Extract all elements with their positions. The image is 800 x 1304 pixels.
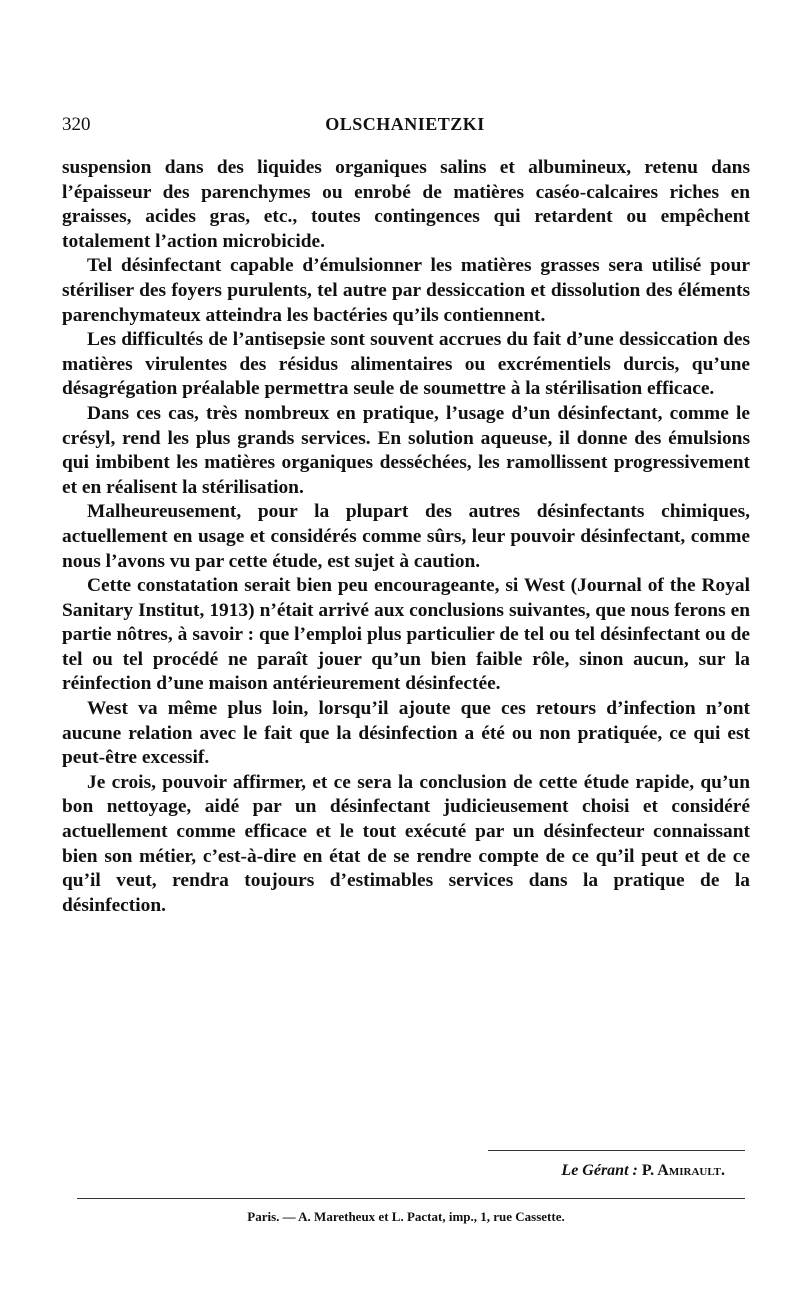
paragraph: Tel désinfectant capable d’émulsionner les matières grasses sera utilisé pour stériliser des foyers purulents, tel autre par dessiccation et dissolution des éléments parenchymateux atteindra les bactéries qu’ils contiennent. — [62, 255, 750, 326]
paragraph: Malheureusement, pour la plupart des autres désinfectants chimiques, actuellement en usage et considérés comme sûrs, leur pouvoir désinfectant, comme nous l’avons vu par cette étude, est sujet à caution. — [62, 501, 750, 572]
body-text — [62, 156, 750, 918]
signature-rule — [488, 1150, 745, 1151]
imprint-rule — [77, 1198, 745, 1199]
page-number: 320 — [62, 114, 91, 135]
page-header — [62, 114, 748, 140]
running-head: OLSCHANIETZKI — [325, 114, 485, 134]
paragraph: Cette constatation serait bien peu encourageante, si West (Journal of the Royal Sanitary Institut, 1913) n’était arrivé aux conclusions suivantes, que nous ferons en partie nôtres, à savoir : que l’emploi plus particulier de tel ou tel désinfectant ou de tel ou tel procédé ne paraît jouer qu’un bien faible rôle, sinon aucun, sur la réinfection d’une maison antérieurement désinfectée. — [62, 575, 750, 695]
paragraph: suspension dans des liquides organiques salins et albumineux, retenu dans l’épaisseur des parenchymes ou enrobé de matières caséo-calcaires riches en graisses, acides gras, etc., toutes contingences qui retardent ou empêchent totalement l’action microbicide. — [62, 157, 750, 252]
paragraph: Je crois, pouvoir affirmer, et ce sera la conclusion de cette étude rapide, qu’un bon nettoyage, aidé par un désinfectant judicieusement choisi et considéré actuellement comme efficace et le tout exécuté par un désinfecteur connaissant bien son métier, c’est-à-dire en état de se rendre compte de ce qu’il peut et de ce qu’il veut, rendra toujours d’estimables services dans la pratique de la désinfection. — [62, 771, 750, 916]
paragraph: Dans ces cas, très nombreux en pratique, l’usage d’un désinfectant, comme le crésyl, rend les plus grands services. En solution aqueuse, il donne des émulsions qui imbibent les matières organiques desséchées, les ramollissent progressivement et en réalisent la stérilisation. — [62, 402, 750, 498]
signature-label: Le Gérant : — [561, 1162, 638, 1179]
signature-name: P. Amirault. — [641, 1162, 725, 1179]
paragraph: Les difficultés de l’antisepsie sont souvent accrues du fait d’une dessiccation des matières virulentes des résidus alimentaires ou excrémentiels durcis, qu’une désagrégation préalable permettra seule de soumettre à la stérilisation efficace. — [62, 329, 750, 400]
paragraph: West va même plus loin, lorsqu’il ajoute que ces retours d’infection n’ont aucune relation avec le fait que la désinfection a été ou non pratiquée, ce qui est peut-être excessif. — [62, 698, 750, 769]
printer-imprint: Paris. — A. Maretheux et L. Pactat, imp., 1, rue Cassette. — [247, 1209, 565, 1224]
signature-line — [488, 1162, 725, 1180]
